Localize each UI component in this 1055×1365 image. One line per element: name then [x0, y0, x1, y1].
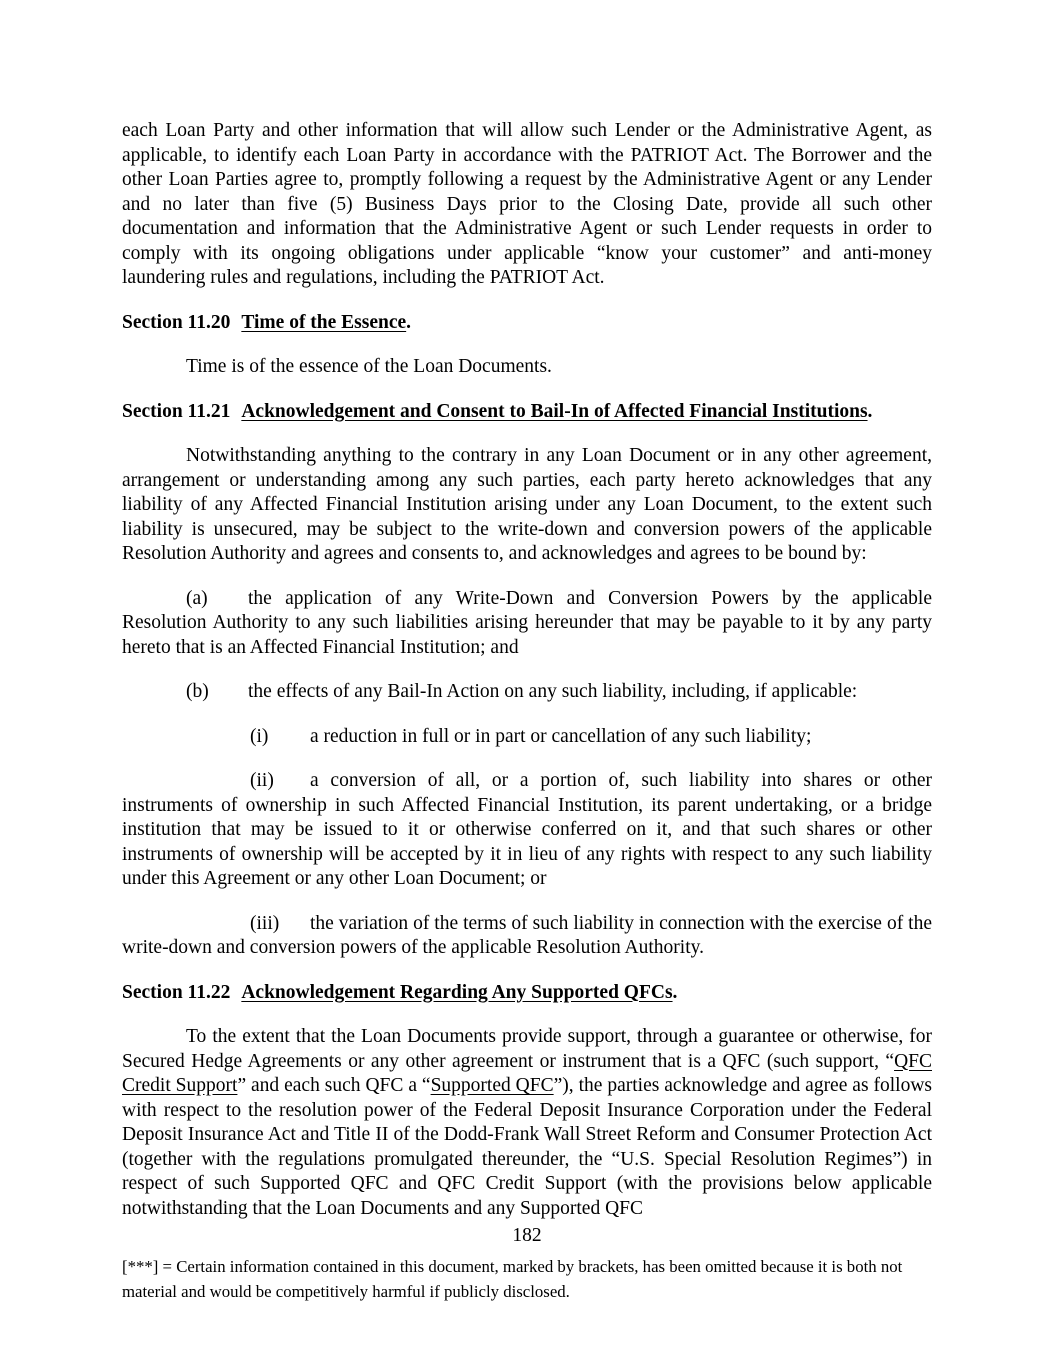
- qfc-text-segment: ”), the parties acknowledge and agree as follows with respect to the resolution power of the Federal Deposit Insurance Corporation under the Federal Deposit Insurance Act and Title II of the Dodd-Frank Wall Street Reform and Consumer Protection Act (together with the regulations promulgated thereunder, the “U.S. Special Resolution Regimes”) in respect of such Supported QFC and QFC Credit Support (with the provisions below applicable notwithstanding that the Loan Documents and any Supported QFC: [122, 1075, 932, 1219]
- list-item-ii-text: a conversion of all, or a portion of, such liability into shares or other instruments of ownership in such Affected Financial Institution, its parent undertaking, or a bridge institution that may be issued to it or otherwise conferred on it, and that such shares or other instruments of ownership will be accepted by it in lieu of any rights with respect to any such liability under this Agreement or any other Loan Document; or: [122, 770, 932, 889]
- page-footer: [122, 1224, 932, 1304]
- section-11-20-title: Time of the Essence: [241, 311, 407, 333]
- qfc-text-segment: To the extent that the Loan Documents provide support, through a guarantee or otherwise, for Secured Hedge Agreements or any other agreement or instrument that is a QFC (such support, “: [122, 1026, 932, 1072]
- section-11-21-period: .: [867, 400, 873, 422]
- section-11-22-heading: [122, 981, 932, 1006]
- section-11-22-number: Section 11.22: [122, 981, 231, 1003]
- list-item-iii-text: the variation of the terms of such liability in connection with the exercise of the write-down and conversion powers of the applicable Resolution Authority.: [122, 912, 932, 958]
- page-number: 182: [512, 1225, 542, 1246]
- section-11-20-heading: [122, 311, 932, 336]
- section-11-21-heading: [122, 400, 932, 425]
- list-item-a: [122, 587, 932, 661]
- section-11-21-number: Section 11.21: [122, 400, 231, 422]
- paragraph-bail-in-intro: Notwithstanding anything to the contrary in any Loan Document or in any other agreement, arrangement or understanding among any such parties, each party hereto acknowledges that any liability of any Affected Financial Institution arising under any Loan Document, to the extent such liability is unsecured, may be subject to the write-down and conversion powers of the applicable Resolution Authority and agrees and consents to, and acknowledges and agrees to be bound by:: [122, 445, 932, 564]
- list-item-b: [122, 680, 932, 705]
- page-body: [122, 0, 932, 1241]
- list-item-iii: [122, 912, 932, 961]
- paragraph-time-of-essence: Time is of the essence of the Loan Documents.: [186, 356, 552, 377]
- section-11-21-title: Acknowledgement and Consent to Bail-In of Affected Financial Institutions: [241, 400, 868, 422]
- list-item-ii-label: (ii): [250, 770, 274, 791]
- section-11-22-period: .: [672, 981, 678, 1003]
- section-11-20-period: .: [406, 311, 412, 333]
- paragraph-supported-qfc: [122, 1025, 932, 1221]
- supported-qfc-defined-term: Supported QFC: [430, 1075, 554, 1096]
- list-item-i-label: (i): [250, 725, 269, 747]
- list-item-i: [122, 725, 932, 750]
- list-item-i-text: a reduction in full or in part or cancellation of any such liability;: [310, 725, 812, 747]
- section-11-20-number: Section 11.20: [122, 311, 231, 333]
- confidentiality-footnote: [***] = Certain information contained in this document, marked by brackets, has been omitted because it is both not material and would be competitively harmful if publicly disclosed.: [122, 1257, 903, 1301]
- list-item-b-text: the effects of any Bail-In Action on any such liability, including, if applicable:: [248, 681, 858, 702]
- list-item-b-label: (b): [186, 681, 209, 702]
- paragraph-patriot-act: each Loan Party and other information that will allow such Lender or the Administrative Agent, as applicable, to identify each Loan Party in accordance with the PATRIOT Act. The Borrower and the other Loan Parties agree to, promptly following a request by the Administrative Agent or any Lender and no later than five (5) Business Days prior to the Closing Date, provide all such other documentation and information that the Administrative Agent or such Lender requests in order to comply with its ongoing obligations under applicable “know your customer” and anti-money laundering rules and regulations, including the PATRIOT Act.: [122, 120, 932, 288]
- list-item-ii: [122, 769, 932, 892]
- section-11-22-title: Acknowledgement Regarding Any Supported QFCs: [241, 981, 673, 1003]
- list-item-a-label: (a): [186, 587, 208, 609]
- list-item-a-text: the application of any Write-Down and Conversion Powers by the applicable Resolution Authority to any such liabilities arising hereunder that may be payable to it by any party hereto that is an Affected Financial Institution; and: [122, 587, 932, 658]
- qfc-text-segment: ” and each such QFC a “: [237, 1075, 431, 1096]
- list-item-iii-label: (iii): [250, 912, 280, 934]
- qfc-credit-support-defined-term: QFC Credit Support: [122, 1050, 932, 1096]
